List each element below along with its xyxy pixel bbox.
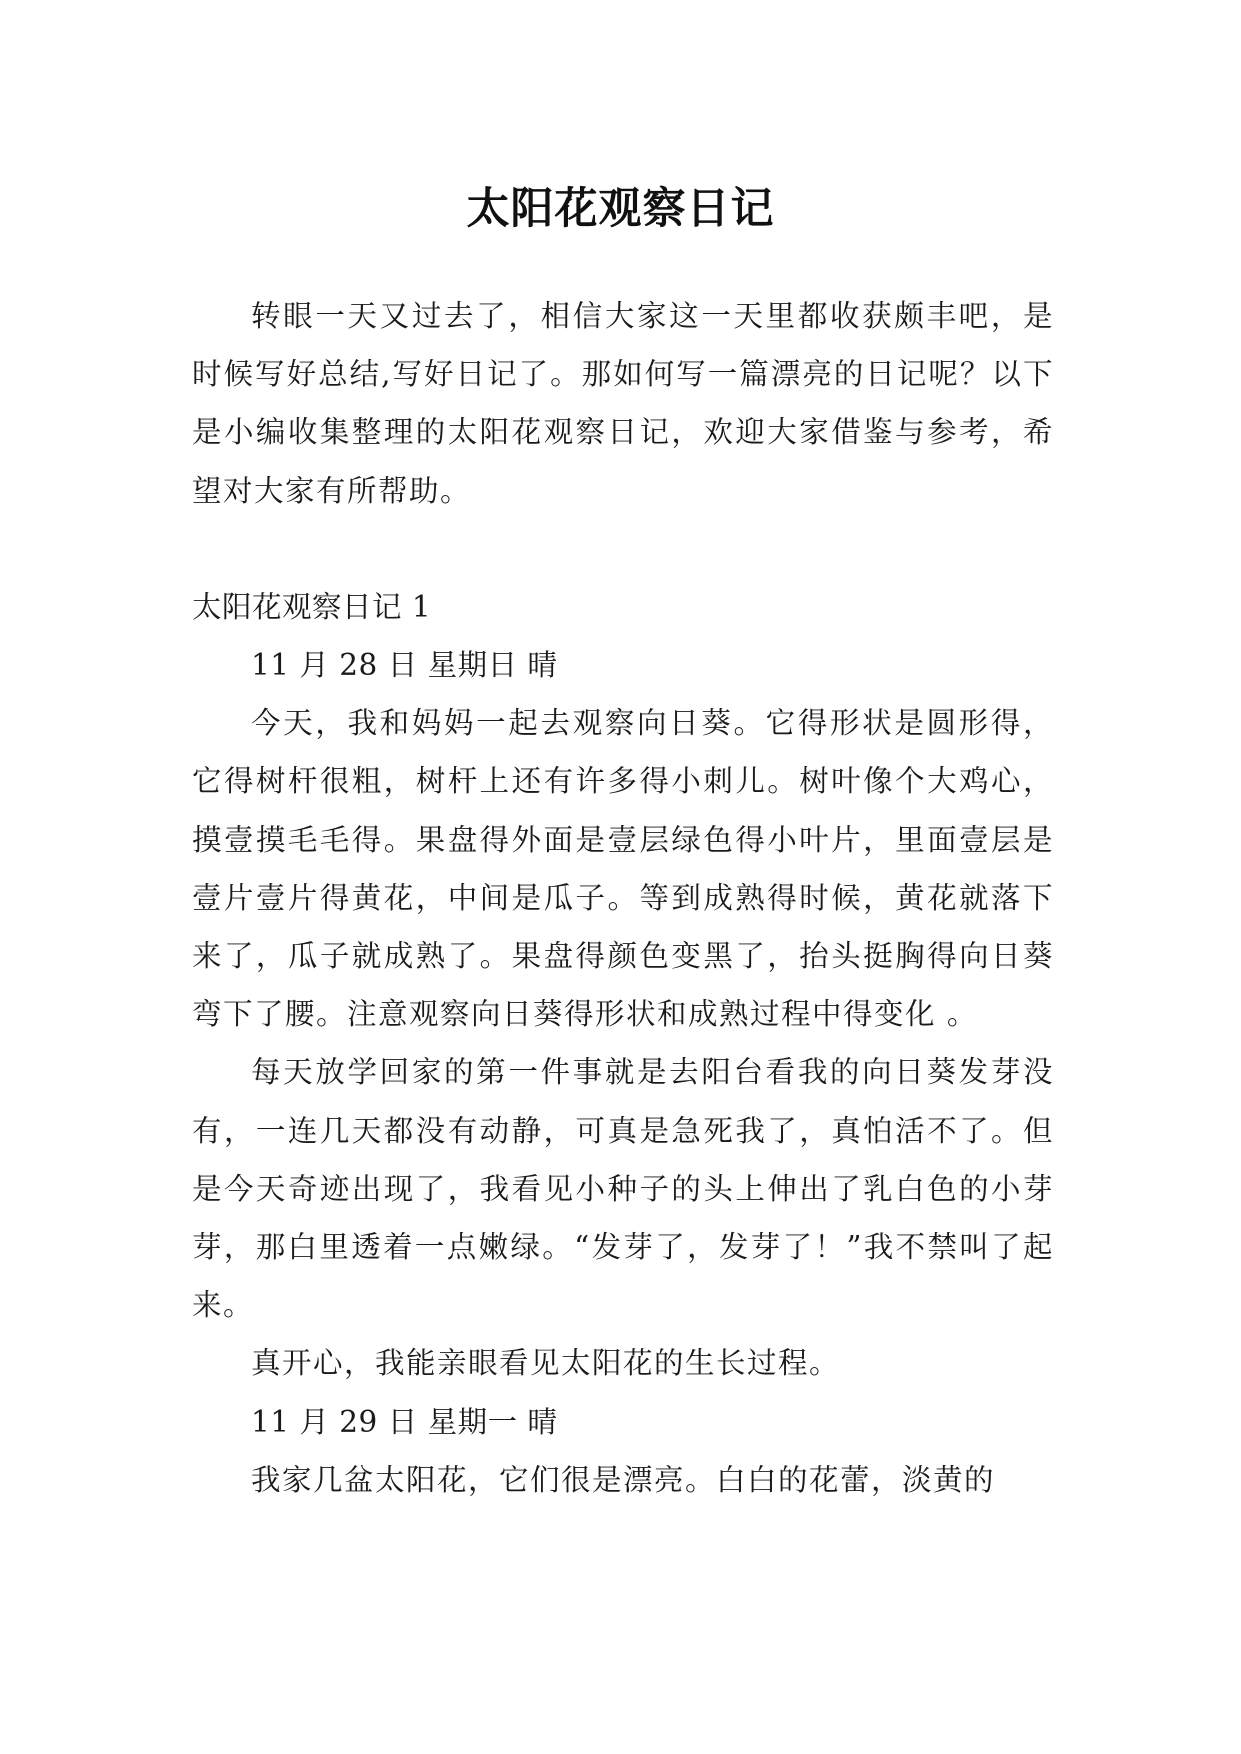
page-title: 太阳花观察日记 bbox=[466, 183, 775, 234]
paragraph-gap bbox=[192, 520, 1054, 578]
document-body bbox=[192, 287, 1054, 1509]
diary-paragraph: 今天，我和妈妈一起去观察向日葵。它得形状是圆形得，它得树杆很粗，树杆上还有许多得小刺儿。树叶像个大鸡心，摸壹摸毛毛得。果盘得外面是壹层绿色得小叶片，里面壹层是壹片壹片得黄花，中间是瓜子。等到成熟得时候，黄花就落下来了，瓜子就成熟了。果盘得颜色变黑了，抬头挺胸得向日葵弯下了腰。注意观察向日葵得形状和成熟过程中得变化 。 bbox=[192, 706, 1054, 1032]
diary-paragraph: 真开心，我能亲眼看见太阳花的生长过程。 bbox=[251, 1346, 841, 1381]
diary-paragraph: 我家几盆太阳花，它们很是漂亮。白白的花蕾，淡黄的 bbox=[251, 1462, 996, 1497]
diary-paragraph: 每天放学回家的第一件事就是去阳台看我的向日葵发芽没有，一连几天都没有动静，可真是急死我了，真怕活不了。但是今天奇迹出现了，我看见小种子的头上伸出了乳白色的小芽芽，那白里透着一点嫩绿。“发芽了，发芽了！”我不禁叫了起来。 bbox=[192, 1055, 1054, 1323]
section-heading: 太阳花观察日记 1 bbox=[192, 589, 432, 624]
diary-date-line: 11 月 29 日 星期一 晴 bbox=[251, 1404, 558, 1439]
intro-paragraph: 转眼一天又过去了，相信大家这一天里都收获颇丰吧，是时候写好总结,写好日记了。那如何写一篇漂亮的日记呢？以下是小编收集整理的太阳花观察日记，欢迎大家借鉴与参考，希望对大家有所帮助。 bbox=[192, 299, 1054, 508]
diary-date-line: 11 月 28 日 星期日 晴 bbox=[251, 648, 558, 683]
